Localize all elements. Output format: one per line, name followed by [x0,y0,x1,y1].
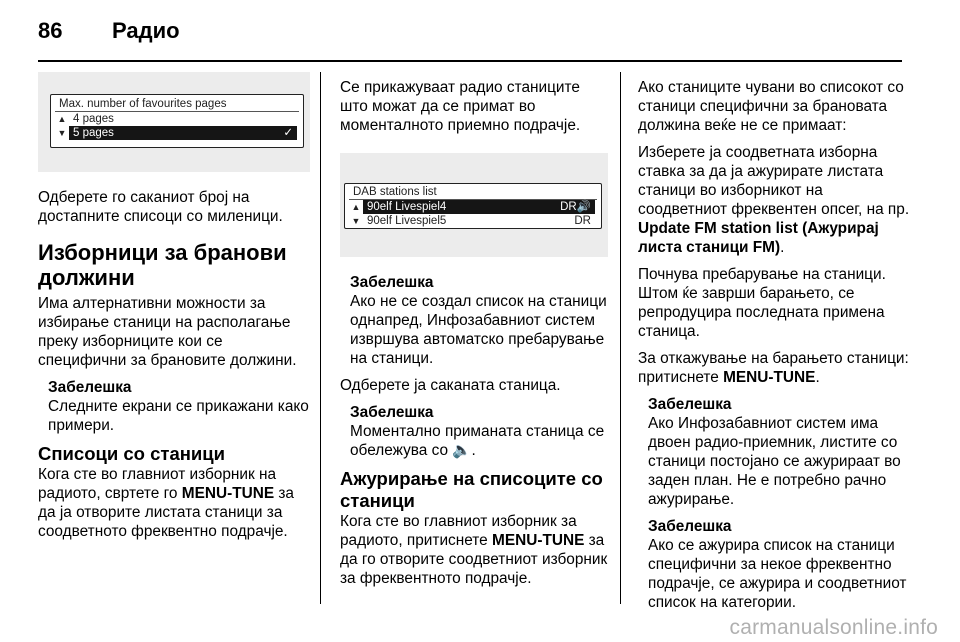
note [38,378,310,435]
list-item-band: DR🔊 [560,201,591,213]
paragraph: Почнува пребарување на станици. Штом ќе заврши барањето, се репродуцира последната примена станица. [638,266,886,340]
page-title: Радио [112,18,180,43]
note [340,273,608,368]
arrow-up-icon: ▲ [57,114,67,124]
text: . [780,239,785,256]
list-item-label: 4 pages [73,113,114,125]
text: Изберете ја соодветната изборна ставка за да ја ажурирате листата станици во изборникот на соодветниот фреквентен опсег, на пр. [638,144,910,218]
screen-title: Max. number of favourites pages [59,98,227,110]
text: За откажување на барањето станици: притиснете [638,350,909,386]
paragraph: Се прикажуваат радио станиците што можат да се примат во моменталното приемно подрачје. [340,79,581,134]
note-text: Ако се ажурира список на станици специфични за некое фреквентно подрачје, се ажурира и соодветниот список на категории. [648,537,907,611]
list-item-band: DR [574,215,591,227]
paragraph [38,465,310,541]
note-text: Моментално приманата станица се обележува со 🔈. [350,423,605,459]
screen-title: DAB stations list [353,186,437,198]
arrow-up-icon: ▲ [351,202,361,212]
menu-item-name: Update FM station list (Ажурирај листа станици FM) [638,220,879,256]
note [638,395,910,509]
note-text: Следните екрани се прикажани како примери. [48,398,309,434]
paragraph [340,512,608,588]
checkmark-icon: ✓ [283,127,293,139]
list-item-label: 90elf Livespiel5 [367,215,447,227]
note [638,517,910,612]
paragraph [638,349,910,387]
dab-screen [344,183,602,229]
list-item-selected [345,200,601,214]
list-item [345,214,601,228]
header-rule [38,60,902,62]
column-2 [340,78,608,596]
favourites-screen-image [38,72,310,172]
text: Кога сте во главниот изборник за радиото, притиснете [340,513,577,549]
column-divider-2 [620,72,621,604]
note-text: Ако Инфозабавниот систем има двоен радио-приемник, листите со станици постојано се ажурираат во заден план. Не е потребно рачно ажурирање. [648,415,901,508]
subsection-heading: Ажурирање на списоците со станици [340,468,603,511]
paragraph: Одберете го саканиот број на достапните списоци со миленици. [38,189,283,225]
text: Кога сте во главниот изборник на радиото, свртете го [38,466,277,502]
note [340,403,608,460]
page-number: 86 [38,18,63,43]
list-item-selected [51,126,303,140]
text: . [815,369,820,386]
text: за да го отворите соодветниот изборник за фреквентното подрачје. [340,532,608,587]
subsection-heading: Списоци со станици [38,443,226,464]
list-item [51,112,303,126]
control-name: MENU-TUNE [723,369,816,386]
control-name: MENU-TUNE [181,485,275,502]
favourites-screen [50,94,304,148]
note-heading: Забелешка [648,518,732,535]
paragraph: Ако станиците чувани во списокот со станици специфични за брановата должина веќе не се примаат: [638,79,904,134]
watermark: carmanualsonline.info [729,616,938,639]
arrow-down-icon: ▼ [57,128,67,138]
note-heading: Забелешка [648,396,732,413]
note-heading: Забелешка [350,404,434,421]
dab-screen-image [340,153,608,257]
arrow-down-icon: ▼ [351,216,361,226]
paragraph: Одберете ја саканата станица. [340,377,561,394]
column-1 [38,78,310,549]
text: за да ја отворите листата станици за соодветното фреквентно подрачје. [38,485,294,540]
section-heading: Изборници за бранови должини [38,240,287,290]
list-item-label: 5 pages [73,127,114,139]
paragraph: Има алтернативни можности за избирање станици на располагање преку изборниците кои се специфични за брановите должини. [38,295,297,369]
control-name: MENU-TUNE [492,532,585,549]
paragraph [638,143,910,257]
note-heading: Забелешка [350,274,434,291]
column-divider-1 [320,72,321,604]
note-text: Ако не се создал список на станици однапред, Инфозабавниот систем извршува автоматско пребарување на станици. [350,293,607,367]
note-heading: Забелешка [48,379,132,396]
column-3 [638,78,910,620]
list-item-label: 90elf Livespiel4 [367,201,447,213]
